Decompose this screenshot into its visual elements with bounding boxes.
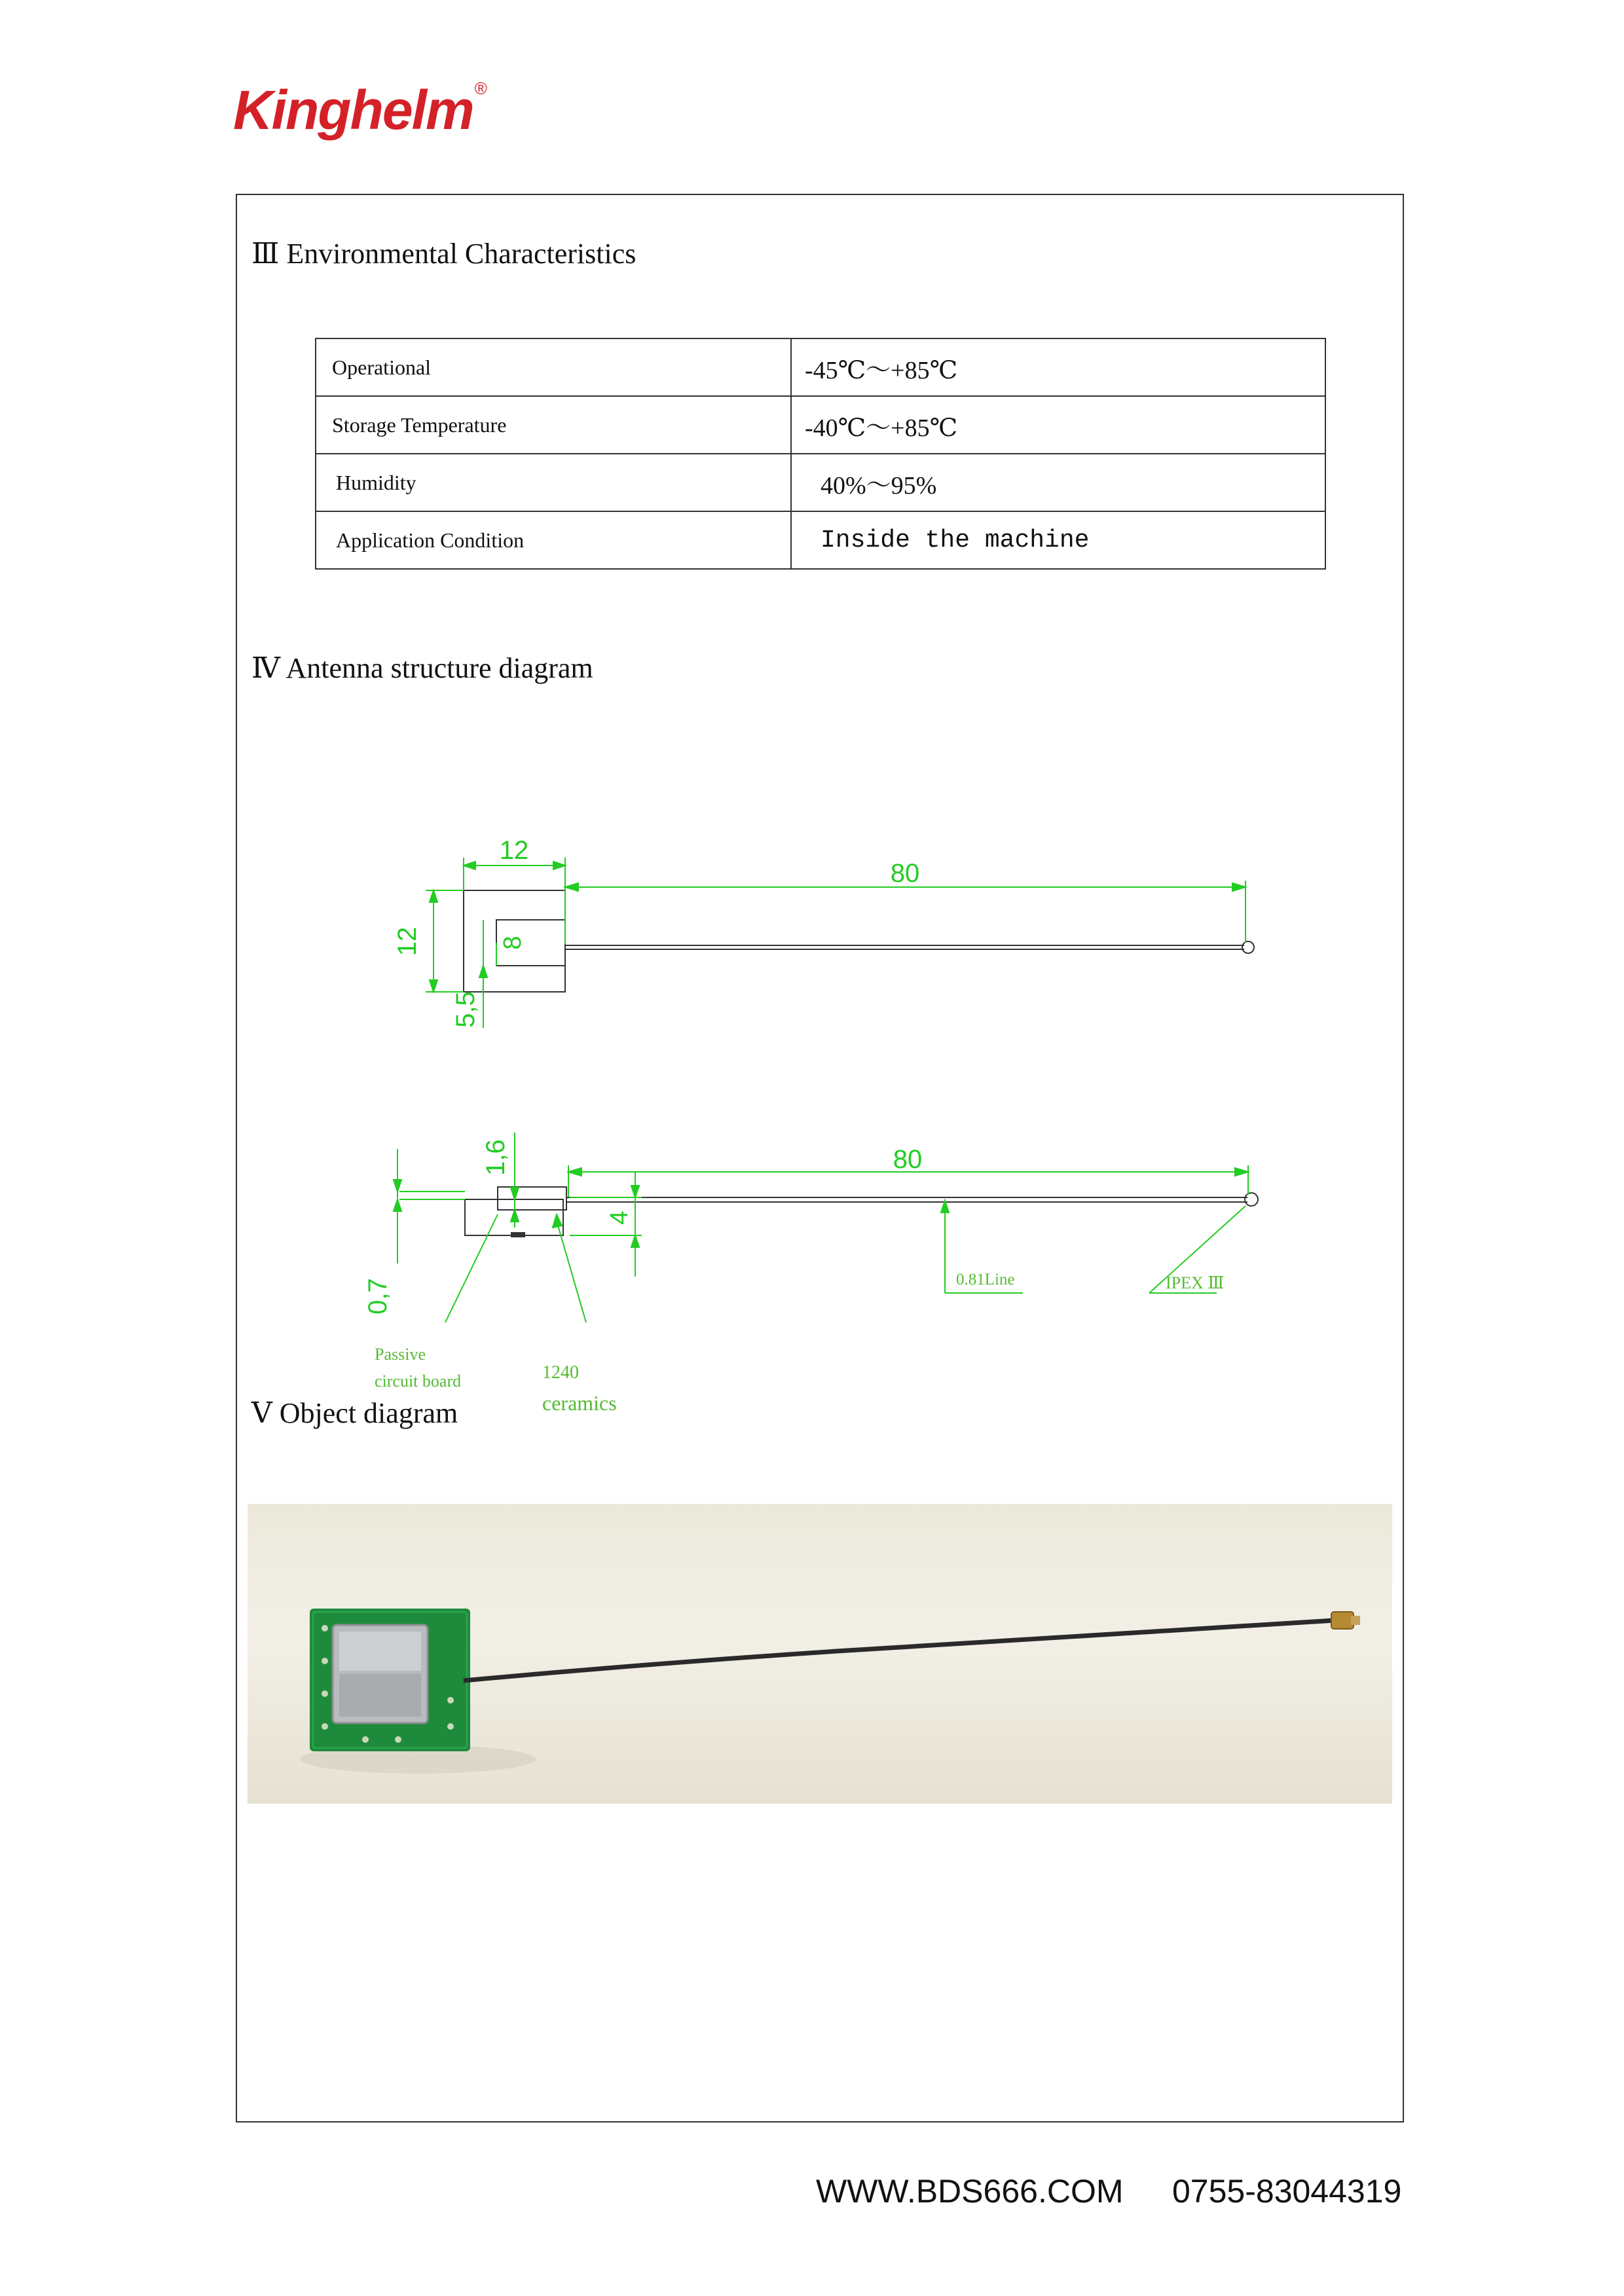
antenna-structure-diagram: [354, 818, 1310, 1440]
table-row: [316, 454, 1325, 511]
top-length-dimension: 80: [890, 859, 920, 888]
ceramic-label-line1: 1240: [542, 1362, 579, 1383]
humidity-label: Humidity: [316, 454, 791, 511]
storage-temperature-value: -40℃～+85℃: [791, 396, 1325, 454]
table-row: [316, 396, 1325, 454]
connector-label: IPEX Ⅲ: [1166, 1273, 1225, 1292]
brand-name: Kinghelm: [233, 79, 473, 141]
footer-website: WWW.BDS666.COM: [816, 2173, 1124, 2210]
environmental-table: [315, 338, 1326, 570]
section-environmental-title: Ⅲ Environmental Characteristics: [251, 238, 637, 270]
cable-label: 0.81Line: [956, 1271, 1015, 1288]
antenna-photo-illustration: [248, 1504, 1392, 1804]
top-height-dimension: 12: [393, 926, 422, 957]
offset-dimension: 5,5: [451, 991, 480, 1028]
side-length-dimension: 80: [893, 1145, 923, 1174]
section-object-title: Ⅴ Object diagram: [251, 1397, 458, 1429]
feed-pin: [511, 1232, 525, 1237]
operational-value: -45℃～+85℃: [791, 338, 1325, 396]
top-width-dimension: 12: [499, 836, 529, 865]
connector-circle: [1245, 1193, 1258, 1206]
antenna-photo: [248, 1504, 1392, 1804]
humidity-value: 40%～95%: [791, 454, 1325, 511]
passive-board-label-line1: Passive: [375, 1345, 426, 1364]
top-view: [393, 836, 1254, 1028]
section-structure-title: Ⅳ Antenna structure diagram: [251, 652, 593, 684]
application-condition-value: Inside the machine: [791, 511, 1325, 569]
table-row: [316, 511, 1325, 569]
ceramic-label-line2: ceramics: [542, 1391, 617, 1415]
operational-label: Operational: [316, 338, 791, 396]
storage-temperature-label: Storage Temperature: [316, 396, 791, 454]
ipex-connector: [1331, 1612, 1354, 1629]
application-condition-label: Application Condition: [316, 511, 791, 569]
passive-board-label-line2: circuit board: [375, 1372, 462, 1391]
board-thickness-dimension: 0,7: [363, 1278, 392, 1315]
inner-dimension: 8: [499, 936, 526, 950]
table-row: [316, 338, 1325, 396]
thickness-dimension: 1,6: [481, 1139, 510, 1176]
antenna-cable: [464, 1620, 1335, 1681]
ceramic-block-outline: [498, 1187, 566, 1210]
height-dimension: 4: [606, 1211, 633, 1225]
connector-circle: [1242, 941, 1254, 953]
footer-phone: 0755-83044319: [1172, 2173, 1402, 2210]
kinghelm-logo: [233, 79, 486, 142]
trademark-symbol: ®: [474, 79, 486, 98]
side-view: [363, 1133, 1258, 1415]
